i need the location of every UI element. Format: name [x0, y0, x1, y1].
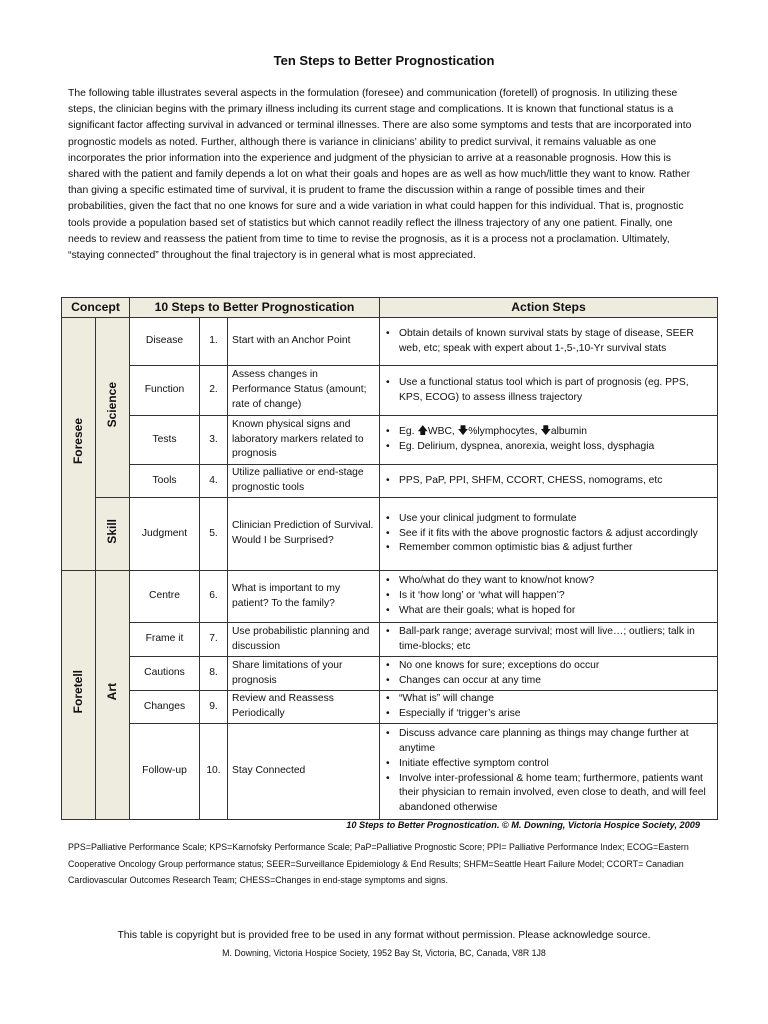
table-row	[62, 724, 718, 820]
table-credit: 10 Steps to Better Prognostication. © M. Downing, Victoria Hospice Society, 2009	[346, 820, 700, 830]
step-cell: Review and Reassess Periodically	[228, 691, 380, 724]
action-item: • Especially if ‘trigger’s arise	[399, 707, 713, 722]
phase-label: Foresee	[70, 418, 85, 465]
action-item: • No one knows for sure; exceptions do occur	[399, 659, 713, 674]
step-number: 10.	[200, 724, 228, 820]
category-cell: Judgment	[130, 498, 200, 571]
phase-foretell	[62, 571, 96, 820]
action-item: • What are their goals; what is hoped for	[399, 604, 713, 619]
table-row	[62, 657, 718, 691]
action-cell	[380, 498, 718, 571]
step-number: 5.	[200, 498, 228, 571]
step-cell: Share limitations of your prognosis	[228, 657, 380, 691]
action-cell	[380, 571, 718, 623]
action-item: • See if it fits with the above prognostic factors & adjust accordingly	[399, 527, 713, 542]
step-cell: Stay Connected	[228, 724, 380, 820]
action-cell	[380, 416, 718, 465]
action-item: • Eg. Delirium, dyspnea, anorexia, weight loss, dysphagia	[399, 440, 713, 455]
action-item: • Ball-park range; average survival; most will live…; outliers; talk in time-blocks; etc	[399, 625, 713, 655]
action-cell	[380, 657, 718, 691]
action-cell	[380, 724, 718, 820]
table-row	[62, 623, 718, 657]
table-row	[62, 691, 718, 724]
action-item: • Discuss advance care planning as things may change further at anytime	[399, 727, 713, 757]
step-cell: Known physical signs and laboratory markers related to prognosis	[228, 416, 380, 465]
table-row	[62, 571, 718, 623]
category-cell: Tools	[130, 465, 200, 498]
domain-art	[96, 571, 130, 820]
action-cell	[380, 623, 718, 657]
domain-label: Science	[104, 381, 119, 428]
phase-foresee	[62, 318, 96, 571]
step-cell: Start with an Anchor Point	[228, 318, 380, 366]
action-item: • PPS, PaP, PPI, SHFM, CCORT, CHESS, nomograms, etc	[399, 474, 713, 489]
step-cell: What is important to my patient? To the family?	[228, 571, 380, 623]
step-cell: Clinician Prediction of Survival. Would I be Surprised?	[228, 498, 380, 571]
intro-paragraph: The following table illustrates several aspects in the formulation (foresee) and communication (foretell) of prognosis. In utilizing these steps, the clinician begins with the primary illness including its current stage and complications. It is known that functional status is a significant factor affecting survival in advanced or terminal illnesses. There are also some symptoms and tests that are incorporated into prognostic models as noted. Further, although there is variance in clinicians’ ability to predict survival, it remains valuable as one incorporates the prior information into the experience and judgment of the physician to arrive at a reasonable prognosis. How this is shared with the patient and family depends a lot on what their goals and hopes are as well as how much/little they want to know. Rather than giving a specific estimated time of survival, it is prudent to frame the discussion within a range of possible times and their probabilities, given the fact that no one knows for sure and a wide variation in what could happen for this individual. That is, prognostic tools provide a population based set of statistics but which cannot readily reflect the illness trajectory of any one patient. Finally, one needs to review and reassess the patient from time to time to revise the prognosis, as it is a process not a proclamation. Ultimately, “staying connected” throughout the final trajectory is in general what is most appreciated.	[68, 88, 692, 262]
document-title: Ten Steps to Better Prognostication	[273, 53, 495, 68]
header-action-steps: Action Steps	[380, 298, 718, 318]
table-header-row	[62, 298, 718, 318]
table-row	[62, 465, 718, 498]
action-item: • Changes can occur at any time	[399, 674, 713, 689]
step-cell: Use probabilistic planning and discussion	[228, 623, 380, 657]
action-item: • Who/what do they want to know/not know?	[399, 574, 713, 589]
action-item: • Use your clinical judgment to formulate	[399, 512, 713, 527]
source-address: M. Downing, Victoria Hospice Society, 1952 Bay St, Victoria, BC, Canada, V8R 1J8	[222, 948, 546, 958]
abbreviations-note: PPS=Palliative Performance Scale; KPS=Karnofsky Performance Scale; PaP=Palliative Prognostic Score; PPI= Palliative Performance Index; ECOG=Eastern Cooperative Oncology Group performance status; SEER=Surveillance Epidemiology & End Results; SHFM=Seattle Heart Failure Model; CCORT= Canadian Cardiovascular Outcomes Research Team; CHESS=Changes in end-stage symptoms and signs.	[68, 842, 689, 885]
table-row	[62, 498, 718, 571]
category-cell: Disease	[130, 318, 200, 366]
action-item: • Is it ‘how long’ or ‘what will happen’?	[399, 589, 713, 604]
table-row	[62, 366, 718, 416]
action-item: • Initiate effective symptom control	[399, 757, 713, 772]
table-row	[62, 416, 718, 465]
action-item: • Obtain details of known survival stats by stage of disease, SEER web, etc; speak with expert about 1-,5-,10-Yr survival stats	[399, 327, 713, 357]
step-cell: Utilize palliative or end-stage prognostic tools	[228, 465, 380, 498]
action-item: • Eg. 🡅WBC, 🡇%lymphocytes, 🡇albumin	[399, 425, 713, 440]
step-number: 8.	[200, 657, 228, 691]
domain-science	[96, 318, 130, 498]
action-cell	[380, 366, 718, 416]
category-cell: Follow-up	[130, 724, 200, 820]
action-item: • Remember common optimistic bias & adjust further	[399, 541, 713, 556]
action-item: • Use a functional status tool which is part of prognosis (eg. PPS, KPS, ECOG) to assess illness trajectory	[399, 376, 713, 406]
step-number: 6.	[200, 571, 228, 623]
category-cell: Changes	[130, 691, 200, 724]
step-cell: Assess changes in Performance Status (amount; rate of change)	[228, 366, 380, 416]
domain-label: Art	[104, 683, 119, 701]
phase-label: Foretell	[70, 670, 85, 714]
category-cell: Frame it	[130, 623, 200, 657]
header-steps: 10 Steps to Better Prognostication	[130, 298, 380, 318]
step-number: 2.	[200, 366, 228, 416]
table-row	[62, 318, 718, 366]
step-number: 9.	[200, 691, 228, 724]
step-number: 4.	[200, 465, 228, 498]
action-item: • “What is” will change	[399, 692, 713, 707]
category-cell: Function	[130, 366, 200, 416]
action-cell	[380, 465, 718, 498]
category-cell: Centre	[130, 571, 200, 623]
action-cell	[380, 691, 718, 724]
step-number: 1.	[200, 318, 228, 366]
step-number: 3.	[200, 416, 228, 465]
action-item: • Involve inter-professional & home team; furthermore, patients want their physician to remain involved, even close to death, and will feel abandoned otherwise	[399, 772, 713, 817]
action-cell	[380, 318, 718, 366]
prognostication-table	[61, 297, 718, 820]
category-cell: Cautions	[130, 657, 200, 691]
copyright-notice: This table is copyright but is provided free to be used in any format without permission. Please acknowledge source.	[117, 930, 651, 941]
header-concept: Concept	[62, 298, 130, 318]
step-number: 7.	[200, 623, 228, 657]
category-cell: Tests	[130, 416, 200, 465]
domain-skill	[96, 498, 130, 571]
domain-label: Skill	[104, 518, 119, 544]
